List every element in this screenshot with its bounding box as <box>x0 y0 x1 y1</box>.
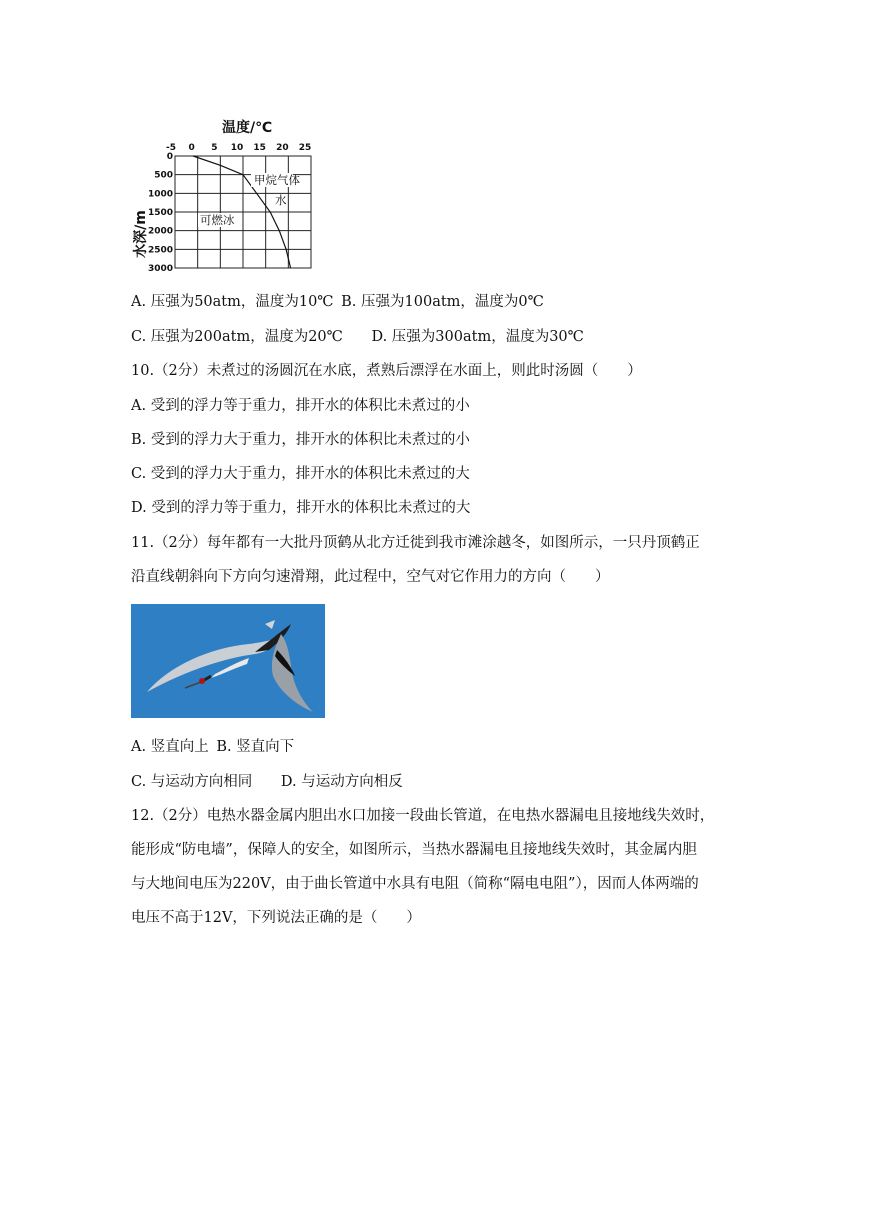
q10-stem: 10.（2分）未煮过的汤圆沉在水底，煮熟后漂浮在水面上，则此时汤圆（ ） <box>131 363 642 379</box>
x-tick-label: 15 <box>253 143 266 153</box>
q9-option-b-text: B. 压强为100atm，温度为0℃ <box>341 294 544 310</box>
y-tick-label: 0 <box>166 152 173 162</box>
q11-options-cd <box>131 772 403 792</box>
q11-option-a-text: A. 竖直向上 <box>131 739 209 755</box>
q9-option-c-text: C. 压强为200atm，温度为20℃ <box>131 329 343 345</box>
q12-stem-line3: 与大地间电压为220V，由于曲长管道中水具有电阻（简称“隔电电阻”），因而人体两端的 <box>131 876 699 892</box>
y-tick-label: 3000 <box>147 264 173 274</box>
q9-option-a-text: A. 压强为50atm，温度为10℃ <box>131 294 334 310</box>
gas-region-label: 甲烷气体 <box>254 173 300 187</box>
water-region-label: 水 <box>275 193 287 207</box>
q11-option-d-text: D. 与运动方向相反 <box>280 774 403 790</box>
x-tick-label: 5 <box>211 143 218 153</box>
q11-stem-line1: 11.（2分）每年都有一大批丹顶鹤从北方迁徙到我市滩涂越冬，如图所示，一只丹顶鹤正 <box>131 535 700 551</box>
x-tick-label: -5 <box>166 143 176 153</box>
phase-diagram-chart <box>127 116 327 276</box>
y-tick-label: 1500 <box>147 208 173 218</box>
q11-option-b-text: B. 竖直向下 <box>216 739 295 755</box>
x-tick-label: 20 <box>276 143 289 153</box>
q12-stem-line2: 能形成“防电墙”，保障人的安全，如图所示，当热水器漏电且接地线失效时，其金属内胆 <box>131 842 697 858</box>
x-tick-label: 0 <box>188 143 195 153</box>
q10-option-d: D. 受到的浮力等于重力，排开水的体积比未煮过的大 <box>131 500 471 516</box>
q11-options-ab <box>131 737 294 757</box>
y-tick-label: 1000 <box>147 189 173 200</box>
q12-stem-line4: 电压不高于12V，下列说法正确的是（ ） <box>131 910 421 926</box>
q10-option-a: A. 受到的浮力等于重力，排开水的体积比未煮过的小 <box>131 398 470 414</box>
y-tick-label: 2500 <box>147 245 173 256</box>
ice-region-label: 可燃冰 <box>200 213 235 227</box>
q11-option-c-text: C. 与运动方向相同 <box>131 774 253 790</box>
y-tick-label: 500 <box>154 170 173 181</box>
q12-stem-line1: 12.（2分）电热水器金属内胆出水口加接一段曲长管道，在电热水器漏电且接地线失效时， <box>131 808 715 824</box>
y-tick-label: 2000 <box>147 226 173 237</box>
x-axis-title: 温度/℃ <box>221 120 273 136</box>
q9-options-cd <box>131 327 584 347</box>
crane-photo <box>131 604 325 718</box>
y-axis-title: 水深/m <box>133 210 149 258</box>
q11-stem-line2: 沿直线朝斜向下方向匀速滑翔，此过程中，空气对它作用力的方向（ ） <box>131 569 610 585</box>
q10-option-c: C. 受到的浮力大于重力，排开水的体积比未煮过的大 <box>131 466 470 482</box>
q10-option-b: B. 受到的浮力大于重力，排开水的体积比未煮过的小 <box>131 432 470 448</box>
x-tick-label: 10 <box>230 143 244 153</box>
q9-option-a <box>131 292 544 312</box>
q9-option-d-text: D. 压强为300atm，温度为30℃ <box>371 329 584 345</box>
x-tick-label: 25 <box>298 143 312 153</box>
